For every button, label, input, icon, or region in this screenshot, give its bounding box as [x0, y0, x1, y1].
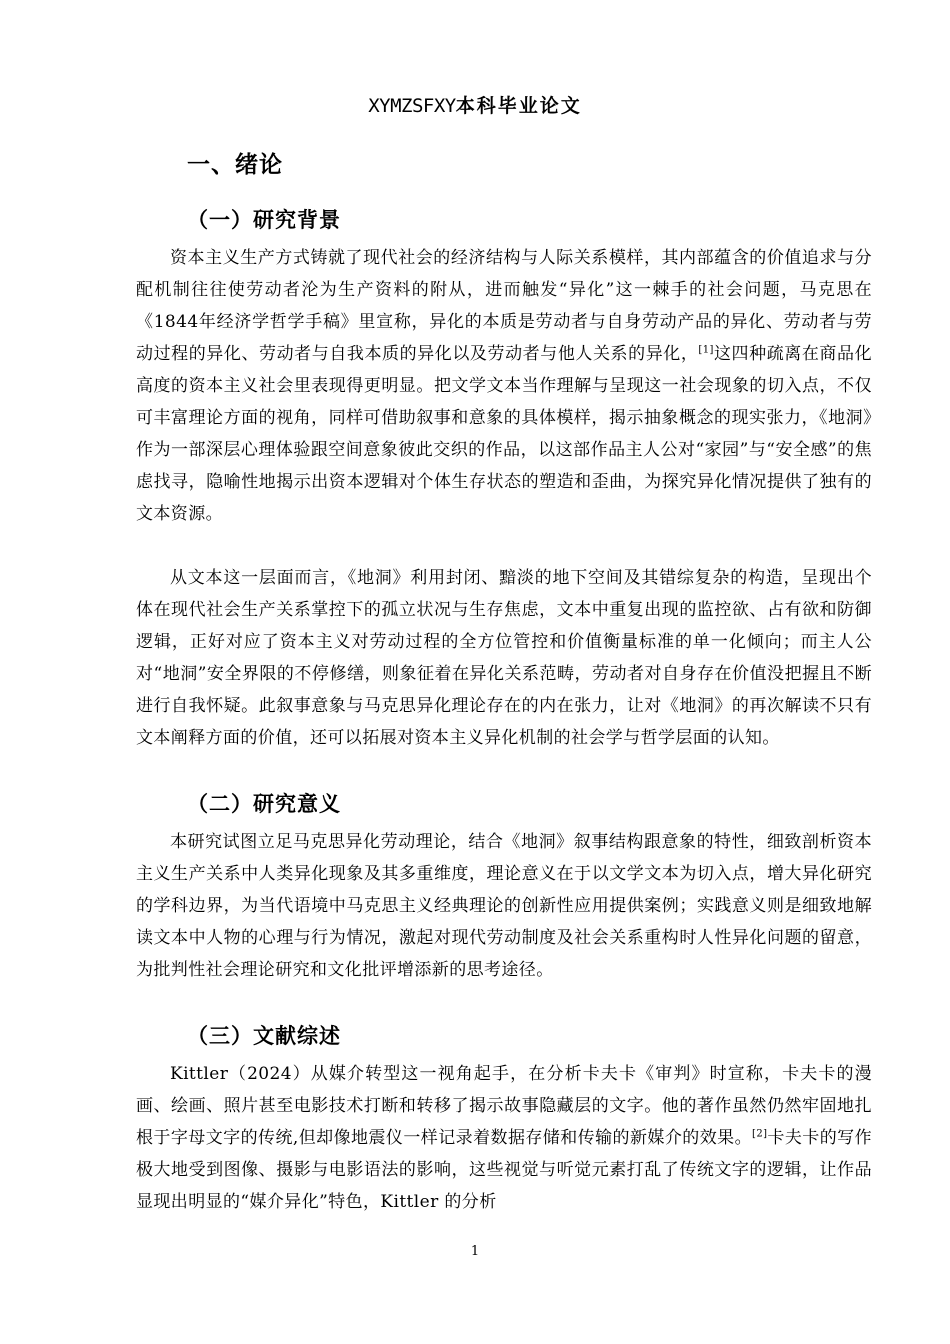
paragraph-text: 资本主义生产方式铸就了现代社会的经济结构与人际关系模样，其内部蕴含的价值追求与分配机制往往使劳动者沦为生产资料的附从，进而触发“异化”这一棘手的社会问题，马克思在《1844年经济学哲学手稿》里宣称，异化的本质是劳动者与自身劳动产品的异化、劳动者与劳动过程的异化、劳动者与自我本质的异化以及劳动者与他人关系的异化，	[136, 248, 872, 364]
paragraph-literature-1	[136, 1058, 872, 1218]
citation-ref[interactable]: [2]	[752, 1128, 768, 1140]
section-heading-significance: （二）研究意义	[187, 792, 341, 816]
header-title: 本科毕业论文	[455, 95, 582, 117]
chapter-title: 一、绪论	[187, 152, 283, 178]
paragraph-significance-1: 本研究试图立足马克思异化劳动理论，结合《地洞》叙事结构跟意象的特性，细致剖析资本主义生产关系中人类异化现象及其多重维度，理论意义在于以文学文本为切入点，增大异化研究的学科边界，为当代语境中马克思主义经典理论的创新性应用提供案例；实践意义则是细致地解读文本中人物的心理与行为情况，激起对现代劳动制度及社会关系重构时人性异化问题的留意，为批判性社会理论研究和文化批评增添新的思考途径。	[136, 832, 872, 980]
paragraph-text: Kittler（2024）从媒介转型这一视角起手，在分析卡夫卡《审判》时宣称，卡夫卡的漫画、绘画、照片甚至电影技术打断和转移了揭示故事隐藏层的文字。他的著作虽然仍然牢固地扎根于字母文字的传统,但却像地震仪一样记录着数据存储和传输的新媒介的效果。	[136, 1064, 872, 1148]
page-number: 1	[470, 1244, 480, 1259]
section-heading-background: （一）研究背景	[187, 208, 341, 232]
paragraph-background-1	[136, 242, 872, 530]
citation-ref[interactable]: [1]	[698, 344, 714, 356]
section-heading-literature: （三）文献综述	[187, 1024, 341, 1048]
running-header	[0, 92, 950, 120]
header-code: XYMZSFXY	[368, 95, 456, 117]
paragraph-background-2: 从文本这一层面而言，《地洞》利用封闭、黯淡的地下空间及其错综复杂的构造，呈现出个体在现代社会生产关系掌控下的孤立状况与生存焦虑，文本中重复出现的监控欲、占有欲和防御逻辑，正好对应了资本主义对劳动过程的全方位管控和价值衡量标准的单一化倾向；而主人公对“地洞”安全界限的不停修缮，则象征着在异化关系范畴，劳动者对自身存在价值没把握且不断进行自我怀疑。此叙事意象与马克思异化理论存在的内在张力，让对《地洞》的再次解读不只有文本阐释方面的价值，还可以拓展对资本主义异化机制的社会学与哲学层面的认知。	[136, 568, 872, 748]
paragraph-text: 这四种疏离在商品化高度的资本主义社会里表现得更明显。把文学文本当作理解与呈现这一社会现象的切入点，不仅可丰富理论方面的视角，同样可借助叙事和意象的具体模样，揭示抽象概念的现实张力，《地洞》作为一部深层心理体验跟空间意象彼此交织的作品，以这部作品主人公对“家园”与“安全感”的焦虑找寻，隐喻性地揭示出资本逻辑对个体生存状态的塑造和歪曲，为探究异化情况提供了独有的文本资源。	[136, 344, 872, 524]
paragraph-text: 卡夫卡的写作极大地受到图像、摄影与电影语法的影响，这些视觉与听觉元素打乱了传统文字的逻辑，让作品显现出明显的“媒介异化”特色，Kittler 的分析	[136, 1128, 872, 1212]
